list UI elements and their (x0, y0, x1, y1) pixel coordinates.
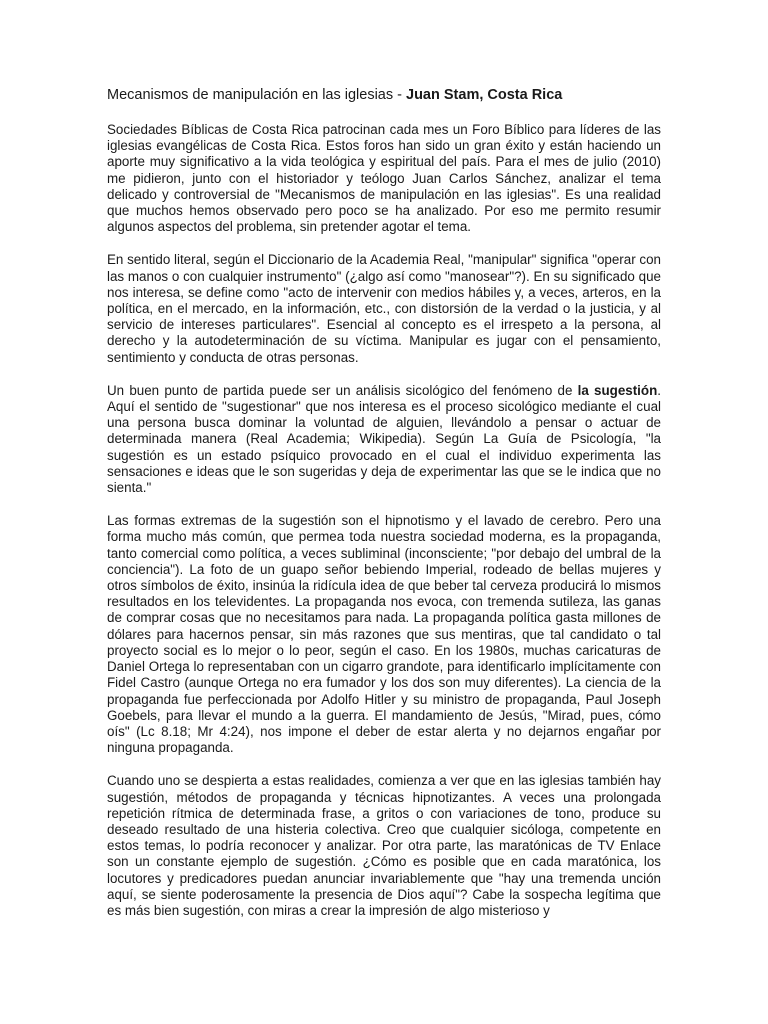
document-title (107, 86, 661, 104)
title-author: Juan Stam, Costa Rica (406, 87, 563, 103)
title-text: Mecanismos de manipulación en las iglesias - (107, 87, 407, 103)
paragraph-1: Sociedades Bíblicas de Costa Rica patrocinan cada mes un Foro Bíblico para líderes de las iglesias evangélicas de Costa Rica. Estos foros han sido un gran éxito y están haciendo un aporte muy significativo a la vida teológica y espiritual del país. Para el mes de julio (2010) me pidieron, junto con el historiador y teólogo Juan Carlos Sánchez, analizar el tema delicado y controversial de "Mecanismos de manipulación en las iglesias". Es una realidad que muchos hemos observado pero poco se ha analizado. Por eso me permito resumir algunos aspectos del problema, sin pretender agotar el tema. (107, 122, 661, 235)
paragraph-4: Las formas extremas de la sugestión son el hipnotismo y el lavado de cerebro. Pero una forma mucho más común, que permea toda nuestra sociedad moderna, es la propaganda, tanto comercial como política, a veces subliminal (inconsciente; "por debajo del umbral de la conciencia"). La foto de un guapo señor bebiendo Imperial, rodeado de bellas mujeres y otros símbolos de éxito, insinúa la ridícula idea de que beber tal cerveza producirá lo mismos resultados en los televidentes. La propaganda nos evoca, con tremenda sutileza, las ganas de comprar cosas que no necesitamos para nada. La propaganda política gasta millones de dólares para hacernos pensar, sin más razones que sus mentiras, que tal candidato o tal proyecto social es lo mejor o lo peor, según el caso. En los 1980s, muchas caricaturas de Daniel Ortega lo representaban con un cigarro grandote, para identificarlo implícitamente con Fidel Castro (aunque Ortega no era fumador y los dos son muy diferentes). La ciencia de la propaganda fue perfeccionada por Adolfo Hitler y su ministro de propaganda, Paul Joseph Goebels, para llevar el mundo a la guerra. El mandamiento de Jesús, "Mirad, pues, cómo oís" (Lc 8.18; Mr 4:24), nos impone el deber de estar alerta y no dejarnos engañar por ninguna propaganda. (107, 513, 661, 756)
paragraph-2: En sentido literal, según el Diccionario de la Academia Real, "manipular" significa "operar con las manos o con cualquier instrumento" (¿algo así como "manosear"?). En su significado que nos interesa, se define como "acto de intervenir con medios hábiles y, a veces, arteros, en la política, en el mercado, en la información, etc., con distorsión de la verdad o la justicia, y al servicio de intereses particulares". Esencial al concepto es el irrespeto a la persona, al derecho y la autodeterminación de su víctima. Manipular es jugar con el pensamiento, sentimiento y conducta de otras personas. (107, 252, 661, 365)
paragraph-3-start: Un buen punto de partida puede ser un análisis sicológico del fenómeno de (107, 382, 578, 398)
paragraph-3-bold-term: la sugestión (577, 382, 658, 398)
paragraph-3-end: . Aquí el sentido de "sugestionar" que nos interesa es el proceso sicológico mediante el cual una persona busca dominar la voluntad de alguien, llevándolo a pensar o actuar de determinada manera (Real Academia; Wikipedia). Según La Guía de Psicología, "la sugestión es un estado psíquico provocado en el cual el individuo experimenta las sensaciones e ideas que le son sugeridas y deja de experimentar las que se le indica que no sienta." (107, 382, 661, 496)
paragraph-3 (107, 383, 661, 496)
paragraph-5: Cuando uno se despierta a estas realidades, comienza a ver que en las iglesias también hay sugestión, métodos de propaganda y técnicas hipnotizantes. A veces una prolongada repetición rítmica de determinada frase, a gritos o con variaciones de tono, produce su deseado resultado de una histeria colectiva. Creo que cualquier sicóloga, competente en estos temas, lo podría reconocer y analizar. Por otra parte, las maratónicas de TV Enlace son un constante ejemplo de sugestión. ¿Cómo es posible que en cada maratónica, los locutores y predicadores puedan anunciar invariablemente que "hay una tremenda unción aquí, se siente poderosamente la presencia de Dios aquí"? Cabe la sospecha legítima que es más bien sugestión, con miras a crear la impresión de algo misterioso y (107, 773, 661, 918)
